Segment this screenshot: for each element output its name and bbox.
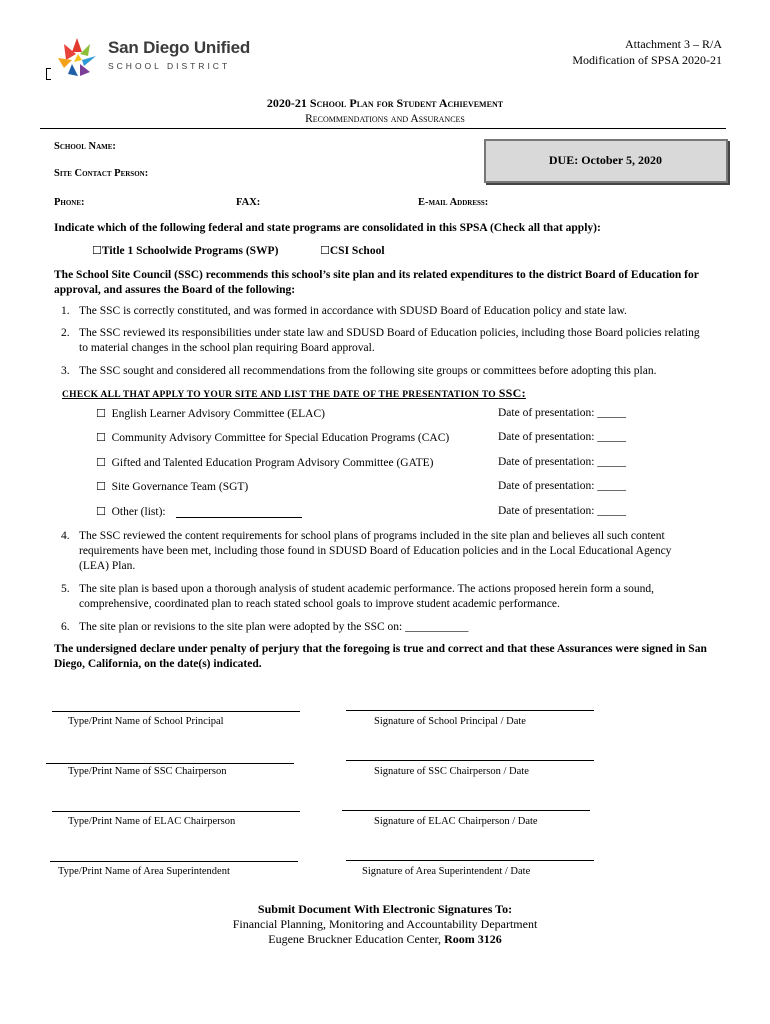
other-list-line[interactable] (176, 517, 302, 518)
elac-chair-name-line[interactable] (52, 811, 300, 812)
room-number: Room 3126 (444, 932, 502, 946)
committee-gate[interactable] (96, 456, 434, 469)
item-number: 3. (61, 365, 70, 377)
check-all-heading-text: CHECK ALL THAT APPLY TO YOUR SITE AND LIST THE DATE OF THE PRESENTATION TO (62, 390, 496, 400)
signature-label: Signature of Area Superintendent / Date (362, 866, 531, 877)
due-date: DUE: October 5, 2020 (548, 153, 662, 167)
signature-label: Type/Print Name of Area Superintendent (58, 866, 230, 877)
district-logo-icon (52, 34, 102, 80)
item-number: 1. (61, 305, 70, 317)
presentation-date: Date of presentation: _____ (498, 480, 627, 492)
item-number: 5. (61, 583, 70, 595)
item-text: The site plan is based upon a thorough analysis of student academic performance. The actions proposed herein form a sound, comprehensive, coordinated plan to reach stated school goals to improve student academic performance. (79, 583, 654, 610)
committee-label: Gifted and Talented Education Program Advisory Committee (GATE) (111, 457, 434, 469)
committee-label: Site Governance Team (SGT) (111, 481, 249, 493)
committee-cac[interactable] (96, 431, 449, 444)
signature-label: Type/Print Name of SSC Chairperson (68, 766, 227, 777)
signature-label: Signature of School Principal / Date (374, 716, 526, 727)
item-text: The SSC reviewed its responsibilities under state law and SDUSD Board of Education policies, including those Board policies relating to material changes in the school plan requiring Board approval. (79, 327, 700, 354)
school-name-label: School Name: (54, 141, 116, 152)
check-all-heading (62, 386, 526, 401)
assurance-item (61, 304, 721, 319)
committee-label: Community Advisory Committee for Special Education Programs (CAC) (111, 432, 450, 444)
area-super-name-line[interactable] (50, 861, 298, 862)
document-title: 2020-21 School Plan for Student Achievement (266, 96, 504, 110)
attachment-info (572, 36, 722, 68)
checkbox-icon[interactable]: ☐ (96, 431, 106, 444)
document-subtitle: Recommendations and Assurances (305, 113, 465, 125)
committee-sgt[interactable] (96, 480, 248, 493)
ssc-chair-name-line[interactable] (46, 763, 294, 764)
address-line (0, 932, 770, 947)
checkbox-icon[interactable]: ☐ (96, 456, 106, 469)
logo-wordmark (108, 38, 250, 71)
fax-label: FAX: (236, 197, 261, 208)
presentation-date: Date of presentation: _____ (498, 407, 627, 419)
item-text: The SSC reviewed the content requirements for school plans of programs included in the site plan and believes all such content requirements have been met, including those found in SDUSD Board of Education policies and in the Local Educational Agency (LEA) Plan. (79, 530, 672, 572)
site-contact-label: Site Contact Person: (54, 168, 149, 179)
ssc-intro: The School Site Council (SSC) recommends this school’s site plan and its related expenditures to the district Board of Education for approval, and assures the Board of the following: (54, 269, 699, 296)
department-line: Financial Planning, Monitoring and Accountability Department (232, 917, 538, 931)
checkbox-icon[interactable]: ☐ (96, 407, 106, 420)
email-label: E-mail Address: (418, 197, 489, 208)
committee-label: Other (list): (111, 506, 166, 518)
item-number: 6. (61, 621, 70, 633)
committee-label: English Learner Advisory Committee (ELAC) (111, 408, 325, 420)
assurance-item (61, 326, 701, 356)
logo-subtitle: SCHOOL DISTRICT (108, 61, 231, 71)
submit-heading: Submit Document With Electronic Signatures To: (257, 902, 513, 916)
address-prefix: Eugene Bruckner Education Center, (268, 932, 445, 946)
modification-label: Modification of SPSA 2020-21 (572, 53, 722, 67)
checkbox-icon[interactable]: ☐ (96, 480, 106, 493)
phone-label: Phone: (54, 197, 85, 208)
presentation-date: Date of presentation: _____ (498, 505, 627, 517)
title-divider (40, 128, 726, 129)
checkbox-icon[interactable]: ☐ (92, 244, 102, 257)
program-csi[interactable] (320, 244, 385, 257)
signature-label: Signature of SSC Chairperson / Date (374, 766, 529, 777)
item-text: The SSC sought and considered all recommendations from the following site groups or committees before adopting this plan. (79, 365, 657, 377)
signature-label: Signature of ELAC Chairperson / Date (374, 816, 538, 827)
program-swp[interactable] (92, 244, 278, 257)
program-csi-label: CSI School (329, 245, 385, 257)
assurance-item (61, 582, 701, 612)
assurance-item (61, 620, 701, 635)
committee-elac[interactable] (96, 407, 325, 420)
area-super-signature-line[interactable] (346, 860, 594, 861)
principal-name-line[interactable] (52, 711, 300, 712)
perjury-declaration: The undersigned declare under penalty of perjury that the foregoing is true and correct and that these Assurances were signed in San Diego, California, on the date(s) indicated. (54, 643, 707, 670)
program-swp-label: Title 1 Schoolwide Programs (SWP) (101, 245, 279, 257)
item-text: The site plan or revisions to the site plan were adopted by the SSC on: ___________ (79, 621, 469, 633)
principal-signature-line[interactable] (346, 710, 594, 711)
committee-other[interactable] (96, 505, 166, 518)
check-all-heading-ssc: SSC: (498, 386, 526, 400)
signature-label: Type/Print Name of ELAC Chairperson (68, 816, 236, 827)
checkbox-icon[interactable]: ☐ (320, 244, 330, 257)
corner-mark (46, 68, 51, 80)
assurance-item (61, 529, 701, 574)
elac-chair-signature-line[interactable] (342, 810, 590, 811)
checkbox-icon[interactable]: ☐ (96, 505, 106, 518)
attachment-label: Attachment 3 – R/A (625, 37, 722, 51)
logo-name: San Diego Unified (108, 38, 251, 57)
signature-label: Type/Print Name of School Principal (68, 716, 224, 727)
item-text: The SSC is correctly constituted, and was formed in accordance with SDUSD Board of Education policy and state law. (79, 305, 627, 317)
item-number: 2. (61, 327, 70, 339)
assurance-item (61, 364, 731, 379)
presentation-date: Date of presentation: _____ (498, 431, 627, 443)
programs-prompt: Indicate which of the following federal and state programs are consolidated in this SPSA (Check all that apply): (54, 222, 601, 234)
presentation-date: Date of presentation: _____ (498, 456, 627, 468)
item-number: 4. (61, 530, 70, 542)
due-date-box (484, 139, 728, 183)
ssc-chair-signature-line[interactable] (346, 760, 594, 761)
